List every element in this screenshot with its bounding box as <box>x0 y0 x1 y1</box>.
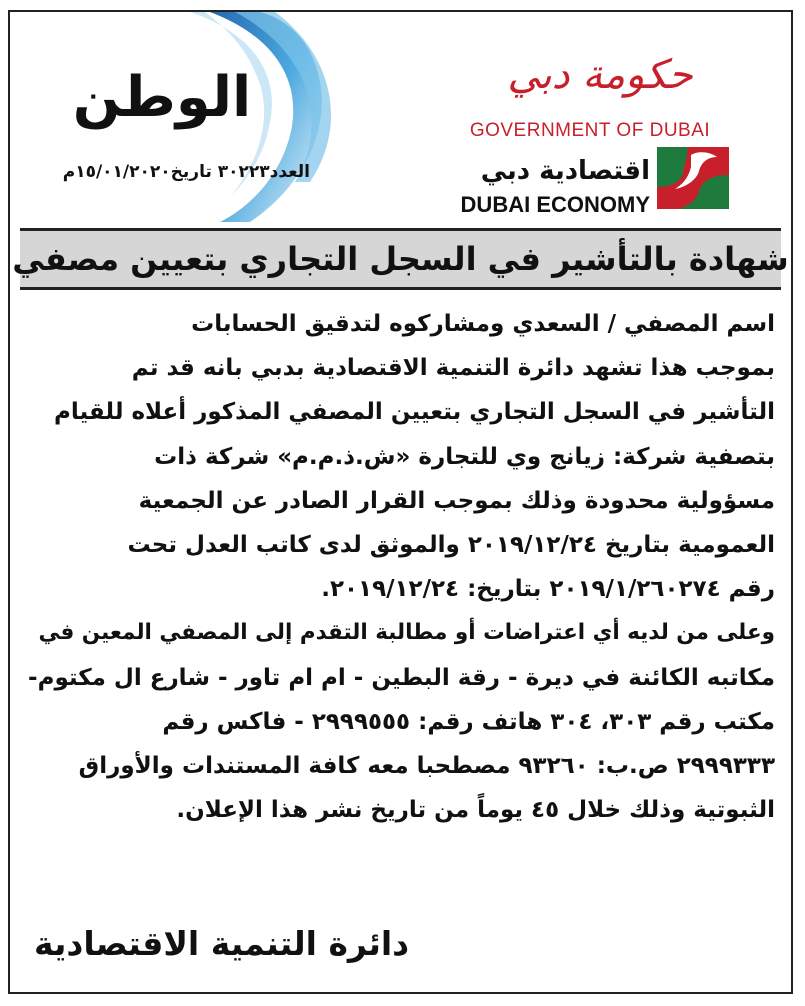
body-line: بتصفية شركة: زيانج وي للتجارة «ش.ذ.م.م» شركة ذات <box>154 443 775 470</box>
body-line: مكتب رقم ٣٠٣، ٣٠٤ هاتف رقم: ٢٩٩٩٥٥٥ - فاكس رقم <box>162 708 775 735</box>
signature-department <box>34 924 454 963</box>
body-line: بموجب هذا تشهد دائرة التنمية الاقتصادية بدبي بانه قد تم <box>131 355 775 382</box>
body-line: الثبوتية وذلك خلال ٤٥ يوماً من تاريخ نشر هذا الإعلان. <box>176 797 775 824</box>
body-line: التأشير في السجل التجاري بتعيين المصفي المذكور أعلاه للقيام <box>54 399 775 426</box>
advertisement-frame <box>8 10 793 994</box>
body-line: العمومية بتاريخ ٢٠١٩/١٢/٢٤ والموثق لدى كاتب العدل تحت <box>127 532 775 559</box>
body-line: اسم المصفي / السعدي ومشاركوه لتدقيق الحسابات <box>191 311 775 337</box>
government-logo-calligraphy: حكومة دبي <box>507 52 693 98</box>
dubai-economy-english: DUBAI ECONOMY <box>460 192 650 217</box>
signature-text: دائرة التنمية الاقتصادية <box>34 924 410 963</box>
government-logo-text: GOVERNMENT OF DUBAI <box>469 120 711 141</box>
issue-info: العدد٣٠٢٢٣ تاريخ١٥/٠١/٢٠٢٠م <box>62 162 310 182</box>
dubai-economy-arabic: اقتصادية دبي <box>480 156 650 186</box>
body-line: ٢٩٩٩٣٣٣ ص.ب: ٩٣٢٦٠ مصطحبا معه كافة المستندات والأوراق <box>78 753 775 780</box>
body-line: وعلى من لديه أي اعتراضات أو مطالبة التقدم إلى المصفي المعين في <box>38 620 775 646</box>
body-line: مسؤولية محدودة وذلك بموجب القرار الصادر عن الجمعية <box>138 487 775 514</box>
body-line: رقم ٢٠١٩/١/٢٦٠٢٧٤ بتاريخ: ٢٠١٩/١٢/٢٤. <box>321 576 775 603</box>
title-bar <box>12 228 789 290</box>
body-line: مكاتبه الكائنة في ديرة - رقة البطين - ام ام تاور - شارع ال مكتوم- <box>28 664 775 691</box>
newspaper-name: الوطن <box>72 65 252 130</box>
header <box>10 12 791 222</box>
dubai-economy-icon <box>657 147 729 209</box>
notice-body <box>28 302 775 832</box>
notice-title: شهادة بالتأشير في السجل التجاري بتعيين مصفي <box>12 240 789 278</box>
